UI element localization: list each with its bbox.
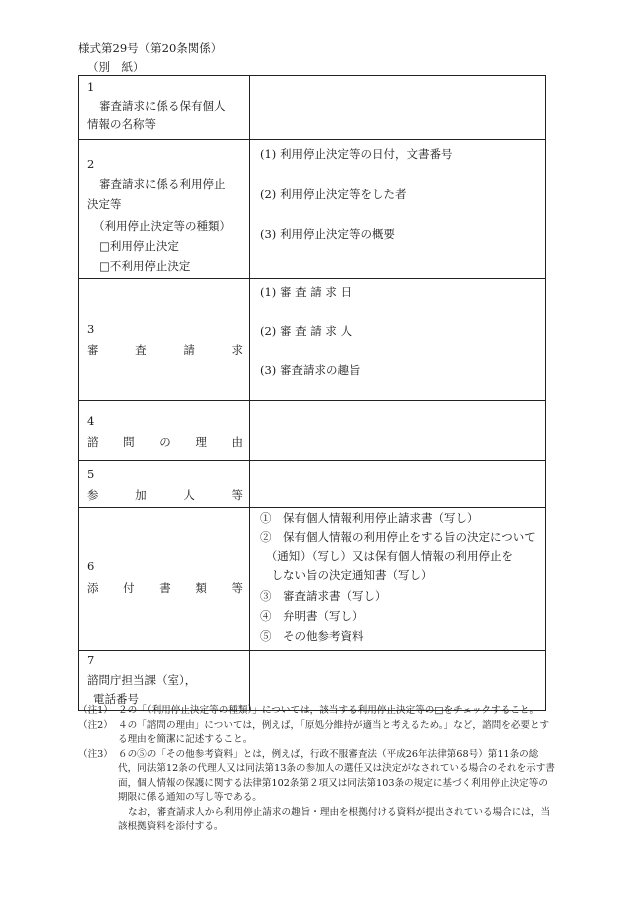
- row-2-label: 2 審査請求に係る利用停止 決定等 （利用停止決定等の種類） □利用停止決定 □不利用停止決定: [79, 140, 250, 279]
- row-3-label: 3 審 査 請 求: [79, 279, 250, 401]
- row-number: 4: [87, 414, 95, 428]
- checkbox-non-use-stop[interactable]: □不利用停止決定: [99, 259, 191, 273]
- row-4-label: 4 諮 問 の 理 由: [79, 401, 250, 461]
- row-7-label: 7 諮問庁担当課（室）， 電話番号: [79, 651, 250, 711]
- form-row-4: [79, 401, 546, 461]
- row-7-value[interactable]: [250, 651, 546, 711]
- row-number: 3: [87, 322, 95, 336]
- form-row-1: [79, 76, 546, 140]
- form-number: 様式第29号（第20条関係）: [78, 41, 223, 55]
- note-supplement: なお，審査請求人から利用停止請求の趣旨・理由を根拠付ける資料が提出されている場合には，当該根拠資料を添付する。: [118, 806, 551, 832]
- row-number: 5: [87, 467, 95, 481]
- form-row-2: [79, 140, 546, 279]
- row-6-value[interactable]: ① 保有個人情報利用停止請求書（写し） ② 保有個人情報の利用停止をする旨の決定について （通知）（写し）又は保有個人情報の利用停止を しない旨の決定通知書（写し） ③ 審査請求書（写し） ④ 弁明書（写し） ⑤ その他参考資料: [250, 508, 546, 651]
- note-1: （注1） ２の「（利用停止決定等の種類）」については，該当する利用停止決定等の□をチェックすること。: [78, 705, 540, 716]
- row-1-value[interactable]: [250, 76, 546, 140]
- row-number: 1: [87, 80, 95, 94]
- row-number: 6: [87, 559, 95, 573]
- row-2-value[interactable]: (1) 利用停止決定等の日付，文書番号 (2) 利用停止決定等をした者 (3) 利用停止決定等の概要: [250, 140, 546, 279]
- row-6-label: 6 添 付 書 類 等: [79, 508, 250, 651]
- form-table: [78, 75, 546, 711]
- form-row-3: [79, 279, 546, 401]
- form-row-6: [79, 508, 546, 651]
- checkbox-use-stop[interactable]: □利用停止決定: [99, 239, 179, 253]
- row-1-label: 1 審査請求に係る保有個人 情報の名称等: [79, 76, 250, 140]
- row-5-value[interactable]: [250, 461, 546, 508]
- form-row-5: [79, 461, 546, 508]
- note-3: （注3） ６の⑤の「その他参考資料」とは，例えば，行政不服審査法（平成26年法律第68号）第11条の総代，同法第12条の代理人又は同法第13条の参加人の選任又は決定がなされている場合のそれを示す書面，個人情報の保護に関する法律第102条第２項又は同法第103条の規定に基づく利用停止決定等の期限に係る通知の写し等である。: [78, 748, 555, 803]
- row-3-value[interactable]: (1) 審 査 請 求 日 (2) 審 査 請 求 人 (3) 審査請求の趣旨: [250, 279, 546, 401]
- row-number: 7: [87, 653, 95, 667]
- notes: [78, 704, 556, 835]
- form-row-7: [79, 651, 546, 711]
- row-4-value[interactable]: [250, 401, 546, 461]
- row-number: 2: [87, 157, 95, 171]
- form-subtitle: （別 紙）: [87, 60, 145, 74]
- row-5-label: 5 参 加 人 等: [79, 461, 250, 508]
- note-2: （注2） ４の「諮問の理由」については，例えば，「原処分維持が適当と考えるため。」など，諮問を必要とする理由を簡潔に記述すること。: [78, 719, 550, 745]
